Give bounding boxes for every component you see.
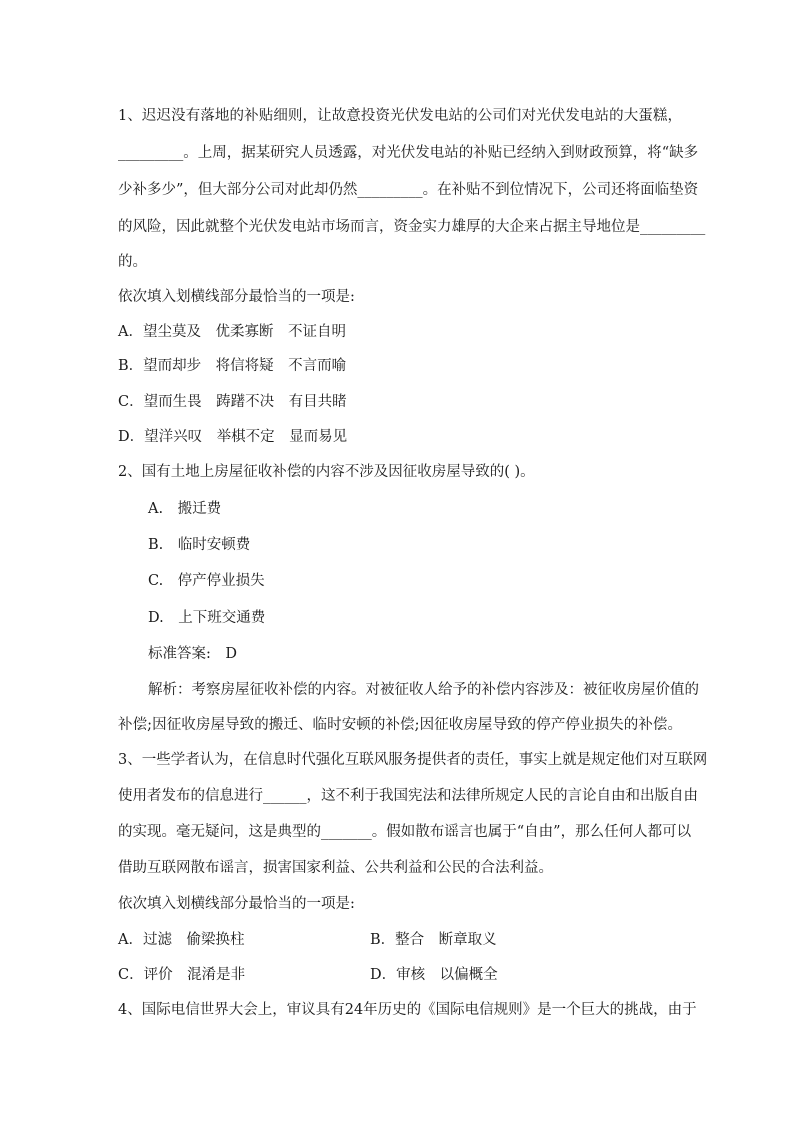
q1-option-a: A．望尘莫及 优柔寡断 不证自明	[118, 324, 346, 340]
q2-stem: 2、国有土地上房屋征收补偿的内容不涉及因征收房屋导致的( )。	[118, 464, 535, 480]
q3-options-row-1	[0, 930, 800, 950]
q3-prompt: 依次填入划横线部分最恰当的一项是:	[118, 896, 355, 912]
q3-options-row-2	[0, 965, 800, 985]
q3-line-2: 使用者发布的信息进行______，这不利于我国宪法和法律所规定人民的言论自由和出版自由	[118, 788, 698, 804]
q1-option-c: C．望而生畏 踌躇不决 有目共睹	[118, 394, 347, 410]
q1-line-5: 的。	[118, 254, 147, 270]
q2-option-c: C. 停产停业损失	[148, 573, 265, 589]
q2-option-d: D. 上下班交通费	[148, 610, 266, 626]
q1-option-d: D．望洋兴叹 举棋不定 显而易见	[118, 429, 348, 445]
q3-option-d: D．审核 以偏概全	[370, 967, 498, 983]
q3-line-1: 3、一些学者认为，在信息时代强化互联风服务提供者的责任，事实上就是规定他们对互联网	[118, 752, 708, 768]
q2-option-b: B. 临时安顿费	[148, 537, 251, 553]
q2-answer: 标准答案: D	[148, 646, 238, 662]
q3-line-4: 借助互联网散布谣言，损害国家利益、公共利益和公民的合法利益。	[118, 860, 553, 876]
q1-line-3: 少补多少”，但大部分公司对此却仍然_________。在补贴不到位情况下，公司还将面临垫资	[118, 182, 699, 198]
q2-option-a: A. 搬迁费	[148, 501, 222, 517]
q4-line-1: 4、国际电信世界大会上，审议具有24年历史的《国际电信规则》是一个巨大的挑战，由于	[118, 1002, 697, 1018]
q2-analysis-line-1: 解析：考察房屋征收补偿的内容。对被征收人给予的补偿内容涉及：被征收房屋价值的	[148, 682, 699, 698]
q3-option-b: B．整合 断章取义	[370, 932, 497, 948]
q2-analysis-line-2: 补偿;因征收房屋导致的搬迁、临时安顿的补偿;因征收房屋导致的停产停业损失的补偿。	[118, 717, 682, 733]
q3-option-a: A．过滤 偷梁换柱	[118, 932, 245, 948]
q1-line-2: _________。上周，据某研究人员透露，对光伏发电站的补贴已经纳入到财政预算，将“缺多	[118, 145, 699, 161]
q1-line-4: 的风险，因此就整个光伏发电站市场而言，资金实力雄厚的大企来占据主导地位是_________	[118, 219, 706, 235]
q3-option-c: C．评价 混淆是非	[118, 967, 246, 983]
q1-line-1: 1、迟迟没有落地的补贴细则，让故意投资光伏发电站的公司们对光伏发电站的大蛋糕，	[118, 108, 682, 124]
q1-prompt: 依次填入划横线部分最恰当的一项是:	[118, 289, 355, 305]
q1-option-b: B．望而却步 将信将疑 不言而喻	[118, 358, 347, 374]
q3-line-3: 的实现。毫无疑问，这是典型的_______。假如散布谣言也属于“自由”，那么任何人都可以	[118, 824, 692, 840]
